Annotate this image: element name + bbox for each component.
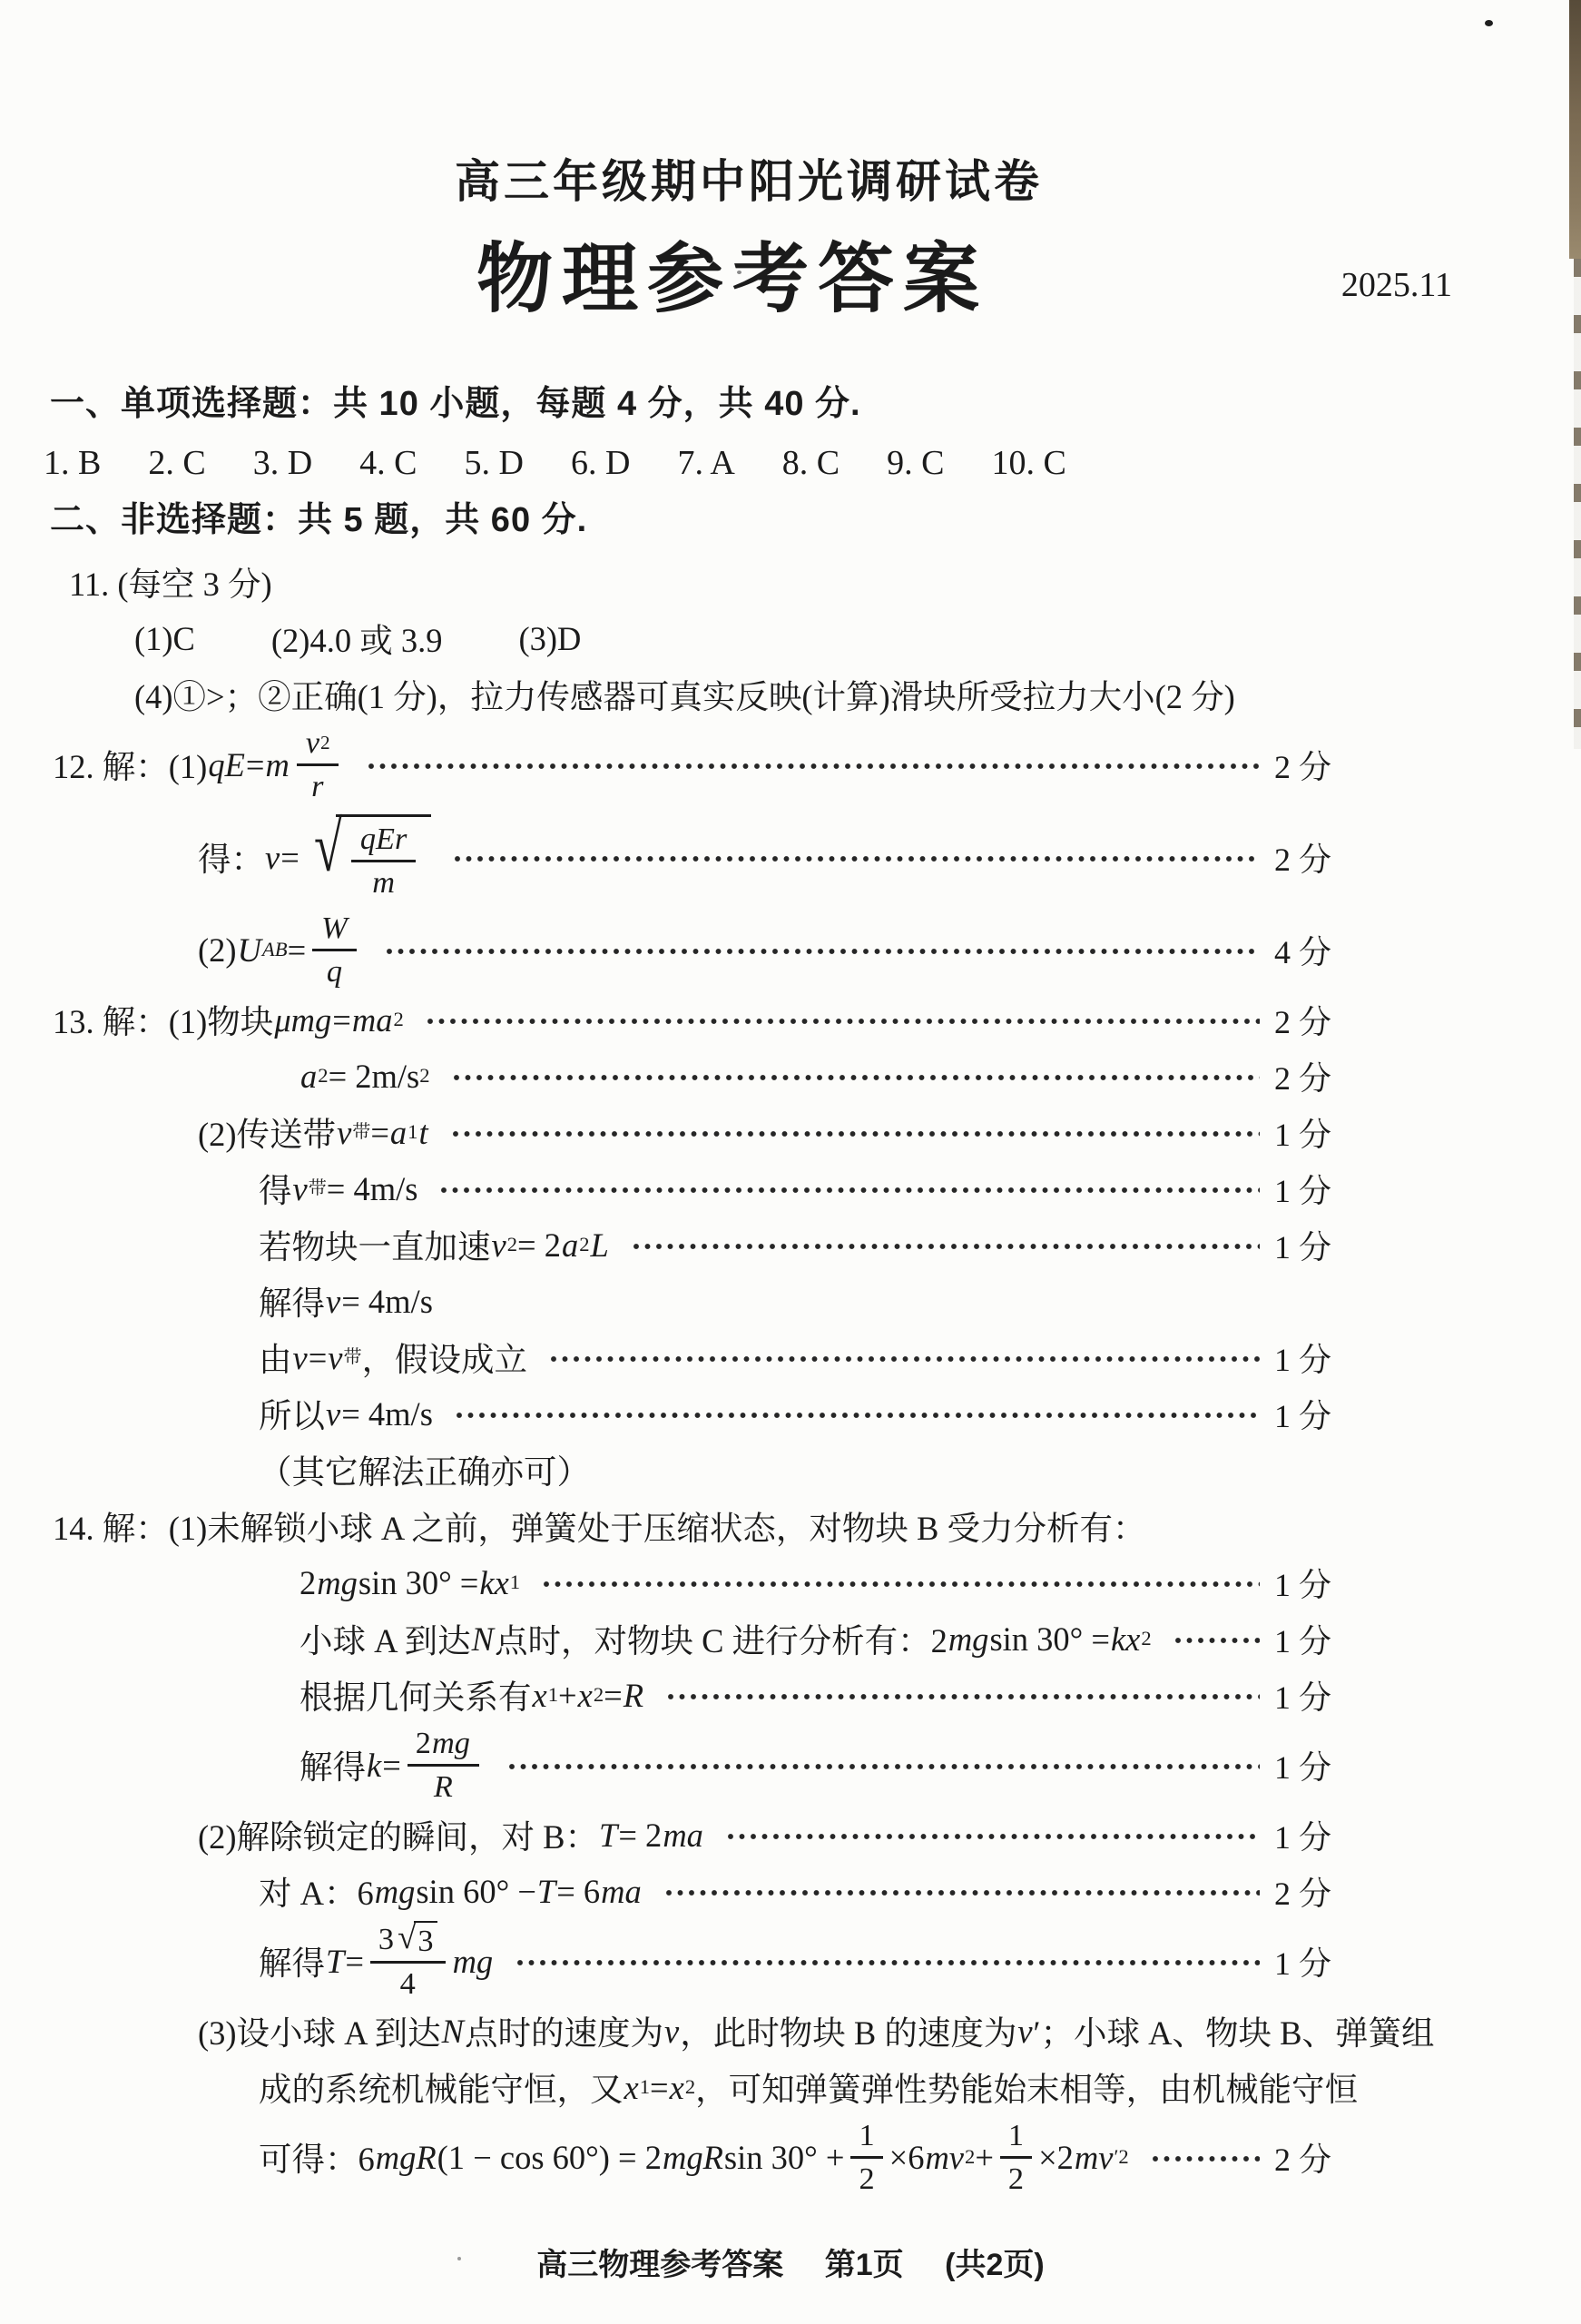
section-1-header: 一、单项选择题：共 10 小题，每题 4 分，共 40 分. xyxy=(50,385,861,423)
mcq-answer-8: 8. C xyxy=(781,444,840,482)
score-label: 1 分 xyxy=(1274,1818,1332,1856)
dotted-leader xyxy=(664,1886,1260,1896)
q14-sol-2c: 解得 T = 3 √ 3 4 mg 1 分 xyxy=(0,1919,1581,2003)
mcq-answer-6: 6. D xyxy=(570,444,631,482)
q14-sol-3b: 成的系统机械能守恒，又 x 1 = x 2 ，可知弹簧弹性势能始末相等，由机械能守恒 xyxy=(259,2068,1359,2108)
q14-sol-1d: 解得 k = 2 mg R 1 分 xyxy=(0,1723,1581,1807)
q13-sol-1b: a 2 = 2m/s 2 2 分 xyxy=(0,1048,1581,1104)
q14-sol-1b: 小球 A 到达 N 点时，对物块 C 进行分析有：2 mg sin 30° = kx 2 1 分 xyxy=(0,1610,1581,1667)
fraction: $\frac{1}{2}$ xyxy=(1000,2118,1032,2196)
mcq-answer-5: 5. D xyxy=(464,444,524,482)
score-label: 1 分 xyxy=(1274,1679,1332,1716)
dotted-leader xyxy=(516,1955,1260,1966)
score-label: 2 分 xyxy=(1274,1059,1332,1097)
q13-sol-2b: 得 v 带 = 4m/s 1 分 xyxy=(0,1160,1581,1216)
q11-ans-4: (4)①>；②正确(1 分)，拉力传感器可真实反映(计算)滑块所受拉力大小(2 分) xyxy=(134,678,1235,715)
q13-sol-2e: 由 v = v 带 ，假设成立 1 分 xyxy=(0,1329,1581,1385)
score-label: 2 分 xyxy=(1274,2141,1332,2178)
fraction: $\frac{1}{2}$ xyxy=(850,2118,882,2196)
fraction: 3 √ 3 4 xyxy=(370,1921,446,2002)
mcq-answers-row xyxy=(0,438,1581,488)
mcq-answer-9: 9. C xyxy=(887,444,945,482)
q13-sol-2d: 解得 v = 4m/s xyxy=(259,1282,433,1322)
q13-sol-1: 13. 解：(1)物块 μmg = ma 2 2 分 xyxy=(0,991,1581,1048)
dotted-leader xyxy=(549,1352,1260,1363)
solution-lines xyxy=(0,554,1581,2199)
section-2-header: 二、非选择题：共 5 题，共 60 分. xyxy=(50,501,588,539)
score-label: 1 分 xyxy=(1274,1228,1332,1265)
q14-sol-1a: 2 mg sin 30° = kx 1 1 分 xyxy=(0,1554,1581,1610)
dotted-leader xyxy=(726,1829,1260,1840)
fraction: 2 mg R xyxy=(408,1726,479,1804)
score-label: 2 分 xyxy=(1274,748,1332,785)
mcq-answer-2: 2. C xyxy=(148,444,206,482)
score-label: 1 分 xyxy=(1274,1341,1332,1378)
dotted-leader xyxy=(439,1183,1260,1194)
q12-sol-1b: 得： v = √ $\frac{\text{qEr}}{m}$ 2 分 xyxy=(0,806,1581,908)
exam-title: 高三年级期中阳光调研试卷 xyxy=(455,156,1043,207)
q13-note: （其它解法正确亦可） xyxy=(259,1453,590,1491)
score-label: 2 分 xyxy=(1274,1875,1332,1912)
fraction: $\frac{\text{qEr}}{m}$ xyxy=(351,822,416,900)
footer-page-total: (共2页) xyxy=(945,2248,1045,2282)
q13-sol-2a: (2)传送带 v 带 = a 1 t 1 分 xyxy=(0,1104,1581,1160)
dotted-leader xyxy=(455,1408,1260,1419)
q11-title: 11. (每空 3 分) xyxy=(69,566,272,603)
score-label: 1 分 xyxy=(1274,1116,1332,1153)
score-label: 1 分 xyxy=(1274,1748,1332,1786)
q14-sol-1-intro: 14. 解：(1)未解锁小球 A 之前，弹簧处于压缩状态，对物块 B 受力分析有： xyxy=(53,1510,1146,1547)
q14-sol-3c: 可得：6 mgR (1 − cos 60°) = 2 mgR sin 30° + $\frac{1}{2}$ ×6 mv 2 + $\frac{1}{2}$ ×2 mv ′2 2 分 xyxy=(0,2115,1581,2199)
score-label: 4 分 xyxy=(1274,933,1332,970)
scan-edge-artifact xyxy=(1569,0,1581,259)
mcq-answer-3: 3. D xyxy=(252,444,313,482)
dotted-leader xyxy=(453,852,1260,862)
q12-sol-2: (2) U AB = $\frac{W}{q}$ 4 分 xyxy=(0,908,1581,991)
score-label: 1 分 xyxy=(1274,1945,1332,1982)
footer-doc-title: 高三物理参考答案 xyxy=(536,2248,784,2282)
fraction: v 2 r xyxy=(297,725,339,803)
q14-sol-2a: (2)解除锁定的瞬间，对 B： T = 2 ma 1 分 xyxy=(0,1807,1581,1863)
exam-date: 2025.11 xyxy=(1340,266,1452,304)
score-label: 2 分 xyxy=(1274,1003,1332,1040)
q14-sol-3a: (3)设小球 A 到达 N 点时的速度为 v ，此时物块 B 的速度为 v ′；小球 A、物块 B、弹簧组 xyxy=(198,2012,1435,2052)
dotted-leader xyxy=(385,944,1260,955)
dotted-leader xyxy=(666,1689,1260,1700)
mcq-answer-10: 10. C xyxy=(991,444,1066,482)
footer-page-number: 第1页 xyxy=(824,2248,904,2282)
dotted-leader xyxy=(1151,2152,1260,2162)
q13-sol-2c: 若物块一直加速 v 2 = 2 a 2 L 1 分 xyxy=(0,1216,1581,1273)
q13-sol-2f: 所以 v = 4m/s 1 分 xyxy=(0,1385,1581,1442)
dotted-leader xyxy=(367,759,1260,770)
dotted-leader xyxy=(1173,1633,1260,1644)
score-label: 1 分 xyxy=(1274,1172,1332,1209)
answer-key-title: 物理参考答案 xyxy=(476,236,988,321)
q12-sol-1: 12. 解：(1) qE = m v 2 r 2 分 xyxy=(0,723,1581,806)
dotted-leader xyxy=(542,1577,1260,1588)
score-label: 1 分 xyxy=(1274,1566,1332,1603)
answer-content xyxy=(0,379,1581,2199)
dotted-leader xyxy=(451,1127,1260,1137)
score-label: 1 分 xyxy=(1274,1622,1332,1659)
dotted-leader xyxy=(632,1239,1260,1250)
score-label: 2 分 xyxy=(1274,841,1332,878)
square-root: √ $\frac{\text{qEr}}{m}$ xyxy=(303,814,432,900)
q14-sol-2b: 对 A：6 mg sin 60° − T = 6 ma 2 分 xyxy=(0,1863,1581,1919)
dotted-leader xyxy=(426,1014,1260,1025)
q11-ans-123: (1)C (2)4.0 或 3.9 (3)D xyxy=(134,619,582,659)
square-root: √ 3 xyxy=(398,1921,437,1958)
mcq-answer-4: 4. C xyxy=(359,444,417,482)
score-label: 1 分 xyxy=(1274,1397,1332,1434)
dotted-leader xyxy=(452,1070,1260,1081)
mcq-answer-7: 7. A xyxy=(677,444,735,482)
mcq-answer-1: 1. B xyxy=(44,444,102,482)
fraction: $\frac{W}{q}$ xyxy=(312,911,357,989)
q14-sol-1c: 根据几何关系有 x 1 + x 2 = R 1 分 xyxy=(0,1667,1581,1723)
page-footer xyxy=(0,2240,1581,2284)
dotted-leader xyxy=(507,1759,1260,1770)
